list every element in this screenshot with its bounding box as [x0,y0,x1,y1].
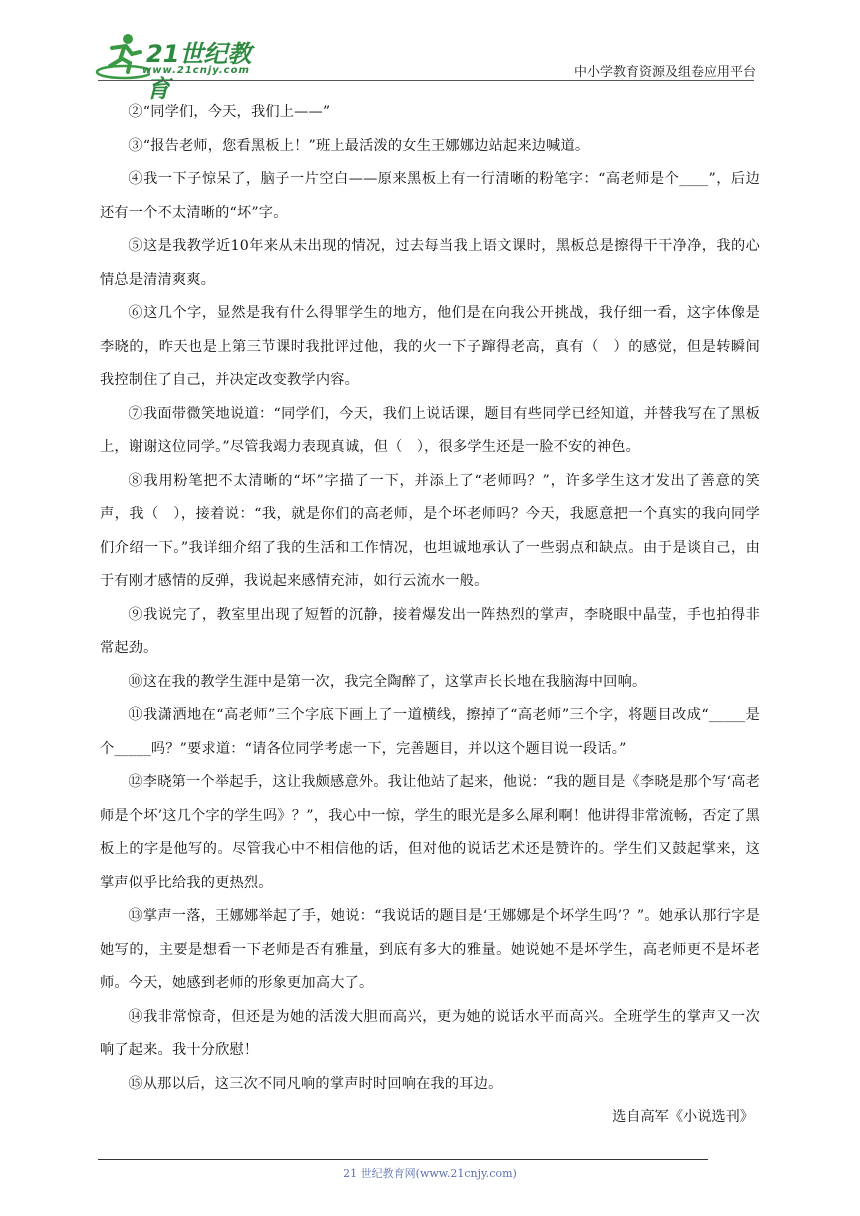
paragraph: ⑤这是我教学近10年来从未出现的情况，过去每当我上语文课时，黑板总是擦得干干净净，我的心情总是清清爽爽。 [100,238,760,288]
paragraph: ⑫李晓第一个举起手，这让我颇感意外。我让他站了起来，他说：“我的题目是《李晓是那个写‘高老师是个坏’这几个字的学生吗》？”，我心中一惊，学生的眼光是多么犀利啊！他讲得非常流畅，否定了黑板上的字是他写的。尽管我心中不相信他的话，但对他的说话艺术还是赞许的。学生们又鼓起掌来，这掌声似乎比给我的更热烈。 [100,774,760,891]
logo-url: www.21cnjy.com [142,65,250,76]
source-citation: 选自高军《小说选刊》 [612,1109,754,1125]
logo-brand: 21世纪教育 [146,40,252,103]
paragraph: ⑪我潇洒地在“高老师”三个字底下画上了一道横线，擦掉了“高老师”三个字，将题目改成“_____是个_____吗？”要求道：“请各位同学考虑一下，完善题目，并以这个题目说一段话。” [100,707,760,757]
article-body [100,96,760,1135]
paragraph: ⑦我面带微笑地说道：“同学们，今天，我们上说话课，题目有些同学已经知道，并替我写在了黑板上，谢谢这位同学。”尽管我竭力表现真诚，但（ ），很多学生还是一脸不安的神色。 [100,405,760,455]
paragraph: ④我一下子惊呆了，脑子一片空白——原来黑板上有一行清晰的粉笔字：“高老师是个____”，后边还有一个不太清晰的“坏”字。 [100,171,760,221]
logo [94,30,264,103]
paragraph: ⑨我说完了，教室里出现了短暂的沉静，接着爆发出一阵热烈的掌声，李晓眼中晶莹，手也拍得非常起劲。 [100,606,760,656]
paragraph: ②“同学们，今天，我们上——” [128,104,331,120]
page-footer: 21 世纪教育网(www.21cnjy.com) [343,1167,517,1180]
header-divider [98,80,754,81]
paragraph: ⑬掌声一落，王娜娜举起了手，她说：“我说话的题目是‘王娜娜是个坏学生吗’？”。她承认那行字是她写的，主要是想看一下老师是否有雅量，到底有多大的雅量。她说她不是坏学生，高老师更不是坏老师。今天，她感到老师的形象更加高大了。 [100,908,760,991]
paragraph: ③“报告老师，您看黑板上！”班上最活泼的女生王娜娜边站起来边喊道。 [128,137,590,154]
paragraph: ⑭我非常惊奇，但还是为她的活泼大胆而高兴，更为她的说话水平而高兴。全班学生的掌声又一次响了起来。我十分欣慰！ [100,1008,760,1058]
footer-divider [98,1159,708,1160]
paragraph: ⑮从那以后，这三次不同凡响的掌声时时回响在我的耳边。 [128,1075,503,1092]
paragraph: ⑩这在我的教学生涯中是第一次，我完全陶醉了，这掌声长长地在我脑海中回响。 [128,673,647,690]
paragraph: ⑧我用粉笔把不太清晰的“坏”字描了一下，并添上了“老师吗？”，许多学生这才发出了善意的笑声，我（ ），接着说：“我，就是你们的高老师，是个坏老师吗？今天，我愿意把一个真实的我向同学们介绍一下。”我详细介绍了我的生活和工作情况，也坦诚地承认了一些弱点和缺点。由于是谈自己，由于有刚才感情的反弹，我说起来感情充沛，如行云流水一般。 [100,472,760,589]
paragraph: ⑥这几个字，显然是我有什么得罪学生的地方，他们是在向我公开挑战，我仔细一看，这字体像是李晓的，昨天也是上第三节课时我批评过他，我的火一下子蹿得老高，真有（ ）的感觉，但是转瞬间我控制住了自己，并决定改变教学内容。 [100,305,760,388]
page-header [0,0,860,103]
platform-title: 中小学教育资源及组卷应用平台 [573,65,756,80]
